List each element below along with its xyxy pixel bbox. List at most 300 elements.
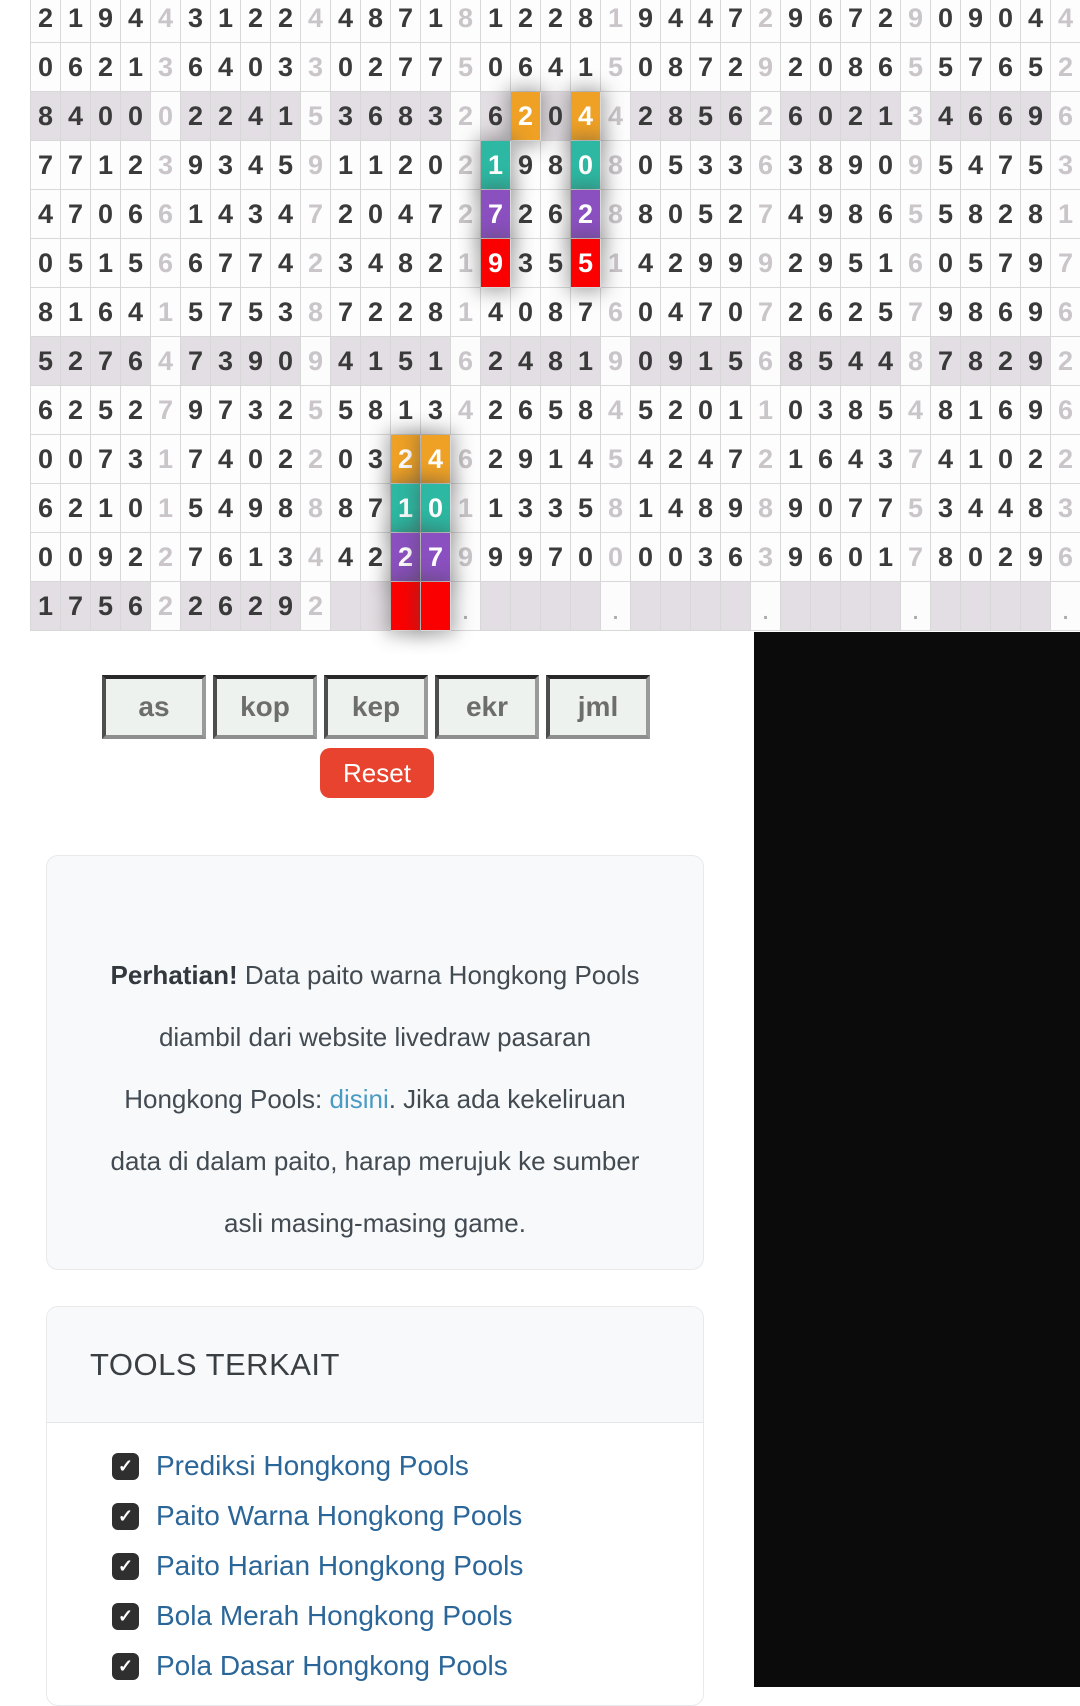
paito-cell: 9 [511,533,541,582]
paito-cell: 3 [151,43,181,92]
paito-cell: 3 [751,533,781,582]
paito-cell: 9 [811,239,841,288]
paito-cell: 6 [151,239,181,288]
paito-cell: 7 [91,435,121,484]
paito-cell [481,582,511,631]
paito-cell-highlight: 7 [481,190,511,239]
paito-cell: 7 [61,190,91,239]
paito-cell: 2 [391,288,421,337]
jml-button[interactable]: jml [546,675,650,739]
paito-cell [1021,582,1051,631]
tools-link[interactable]: Pola Dasar Hongkong Pools [156,1650,508,1681]
paito-cell: 1 [151,484,181,533]
paito-cell: 5 [871,288,901,337]
paito-cell: 5 [91,582,121,631]
paito-cell: 4 [511,337,541,386]
paito-cell: 6 [781,92,811,141]
paito-cell: 3 [331,239,361,288]
paito-cell: 4 [871,337,901,386]
paito-cell: 2 [421,239,451,288]
paito-cell: 6 [1051,386,1080,435]
paito-cell: 0 [661,533,691,582]
paito-cell: 3 [331,92,361,141]
paito-cell: 7 [181,435,211,484]
paito-row [31,484,1080,533]
paito-row [31,435,1080,484]
paito-cell: 0 [991,435,1021,484]
paito-cell: 2 [661,239,691,288]
paito-cell: 3 [691,533,721,582]
paito-cell: 5 [91,386,121,435]
paito-cell: 9 [511,141,541,190]
paito-cell: 2 [1051,337,1080,386]
paito-cell: 0 [781,386,811,435]
paito-cell: 8 [361,386,391,435]
paito-cell: 8 [421,288,451,337]
paito-cell: 8 [601,484,631,533]
paito-cell-highlight: 4 [421,435,451,484]
paito-cell: 8 [331,484,361,533]
paito-cell: 8 [541,141,571,190]
paito-cell: 7 [361,484,391,533]
paito-cell: 7 [421,43,451,92]
paito-cell: 4 [661,484,691,533]
paito-cell: 2 [271,0,301,43]
paito-cell: 8 [1021,484,1051,533]
tools-list-item [112,1448,703,1484]
paito-cell: 6 [211,533,241,582]
paito-cell: 6 [31,386,61,435]
notice-line: asli masing-masing game. [223,1208,526,1238]
paito-cell: 6 [721,92,751,141]
paito-cell [331,582,361,631]
paito-cell: 9 [721,239,751,288]
paito-cell: 2 [991,190,1021,239]
paito-cell: 7 [721,0,751,43]
paito-cell: 3 [421,92,451,141]
paito-cell: 8 [301,288,331,337]
paito-cell: 2 [181,582,211,631]
paito-cell: 9 [481,533,511,582]
paito-cell: 3 [931,484,961,533]
paito-cell: 6 [481,92,511,141]
paito-cell: 9 [181,386,211,435]
paito-row [31,92,1080,141]
paito-cell: 7 [841,0,871,43]
paito-cell: 7 [331,288,361,337]
paito-cell-highlight: 1 [481,141,511,190]
paito-cell: 0 [91,92,121,141]
reset-button[interactable]: Reset [320,748,434,798]
paito-cell: 0 [61,533,91,582]
paito-cell: 3 [301,43,331,92]
paito-cell: 8 [781,337,811,386]
tools-link[interactable]: Prediksi Hongkong Pools [156,1450,469,1481]
paito-cell: 0 [271,337,301,386]
paito-cell: 6 [811,533,841,582]
paito-cell: 6 [121,337,151,386]
paito-cell: 1 [631,484,661,533]
paito-cell: 2 [271,435,301,484]
paito-cell: 4 [61,92,91,141]
paito-cell: 3 [241,386,271,435]
paito-cell: 3 [901,92,931,141]
paito-cell-highlight: 4 [571,92,601,141]
paito-cell: 0 [991,0,1021,43]
paito-cell: 4 [211,435,241,484]
paito-cell: 9 [781,0,811,43]
paito-cell [931,582,961,631]
paito-cell: 2 [181,92,211,141]
paito-cell: 5 [631,386,661,435]
paito-cell: 5 [601,43,631,92]
paito-cell: 7 [991,239,1021,288]
paito-cell: 2 [841,288,871,337]
paito-cell: 2 [211,92,241,141]
paito-cell: 8 [601,141,631,190]
paito-cell: 8 [361,0,391,43]
paito-cell [661,582,691,631]
paito-cell: 9 [901,141,931,190]
paito-cell: 1 [601,0,631,43]
paito-cell: 1 [391,386,421,435]
paito-row [31,337,1080,386]
paito-cell: 7 [841,484,871,533]
paito-cell: 9 [661,337,691,386]
paito-cell: 6 [811,0,841,43]
paito-cell-pending: . [601,582,631,631]
paito-cell: 6 [211,582,241,631]
paito-cell: 0 [661,190,691,239]
paito-cell: 2 [61,337,91,386]
paito-cell: 5 [451,43,481,92]
paito-row [31,190,1080,239]
paito-cell: 3 [151,141,181,190]
paito-cell: 4 [271,190,301,239]
paito-cell: 7 [31,141,61,190]
paito-cell: 4 [841,337,871,386]
paito-cell: 8 [631,190,661,239]
paito-cell: 5 [1021,141,1051,190]
paito-cell: 1 [751,386,781,435]
paito-row [31,533,1080,582]
paito-cell: 1 [91,141,121,190]
paito-cell: 8 [271,484,301,533]
paito-cell: 5 [241,288,271,337]
paito-cell: 5 [181,288,211,337]
paito-cell: 3 [241,190,271,239]
paito-cell: 5 [121,239,151,288]
paito-cell: 1 [421,0,451,43]
paito-cell [361,582,391,631]
paito-cell: 0 [931,239,961,288]
paito-cell: 2 [991,533,1021,582]
paito-cell: 1 [541,435,571,484]
paito-cell: 3 [271,288,301,337]
paito-cell: 3 [691,141,721,190]
paito-cell: 6 [151,190,181,239]
paito-cell: 8 [391,92,421,141]
kop-button[interactable]: kop [213,675,317,739]
paito-cell [631,582,661,631]
disini-link[interactable]: disini [329,1084,389,1114]
paito-cell: 9 [271,582,301,631]
paito-cell: 2 [481,435,511,484]
paito-cell: 4 [301,533,331,582]
paito-cell: 5 [181,484,211,533]
as-button[interactable]: as [102,675,206,739]
notice-line: Hongkong Pools: disini. Jika ada kekeliruan [124,1084,626,1114]
paito-cell: 6 [721,533,751,582]
paito-cell: 6 [451,435,481,484]
paito-cell [511,582,541,631]
paito-cell: 7 [751,288,781,337]
paito-cell: 5 [691,92,721,141]
paito-cell: 5 [31,337,61,386]
paito-cell: 4 [841,435,871,484]
paito-cell: 9 [301,141,331,190]
ekr-button[interactable]: ekr [435,675,539,739]
paito-cell: 4 [151,337,181,386]
paito-cell: 0 [31,533,61,582]
paito-cell: 7 [181,533,211,582]
paito-row [31,141,1080,190]
paito-cell: 7 [421,190,451,239]
paito-cell: 7 [301,190,331,239]
paito-cell: 5 [301,386,331,435]
paito-cell: 9 [301,337,331,386]
paito-cell: 1 [241,533,271,582]
paito-cell: 0 [601,533,631,582]
paito-cell: 2 [511,190,541,239]
paito-cell: 0 [91,190,121,239]
paito-cell: 9 [691,239,721,288]
paito-cell: 9 [91,0,121,43]
paito-row [31,43,1080,92]
paito-cell: 0 [631,337,661,386]
paito-cell: 1 [721,386,751,435]
paito-cell: 0 [361,190,391,239]
paito-cell: 3 [511,239,541,288]
tools-list-item [112,1548,703,1584]
paito-cell: 1 [871,533,901,582]
paito-cell: 4 [451,386,481,435]
paito-cell: 1 [451,484,481,533]
paito-cell-highlight [391,582,421,631]
paito-cell: 5 [301,92,331,141]
paito-cell: 1 [151,435,181,484]
check-square-icon: ✓ [112,1603,139,1630]
paito-cell: 5 [721,337,751,386]
paito-cell: 2 [631,92,661,141]
notice-card [46,855,704,1270]
paito-cell: 1 [361,337,391,386]
paito-cell: 2 [391,141,421,190]
paito-cell: 3 [361,435,391,484]
paito-cell: 4 [961,141,991,190]
paito-cell: 0 [571,533,601,582]
paito-cell: 7 [211,239,241,288]
paito-cell: 3 [781,141,811,190]
paito-cell: 9 [91,533,121,582]
check-square-icon: ✓ [112,1553,139,1580]
paito-cell: 6 [361,92,391,141]
paito-cell: 6 [1051,533,1080,582]
paito-cell: 7 [871,484,901,533]
paito-cell: 1 [481,484,511,533]
paito-cell: 6 [31,484,61,533]
paito-cell: 4 [121,0,151,43]
ad-placeholder-panel [754,632,1080,1687]
paito-cell: 2 [751,92,781,141]
paito-cell: 6 [181,239,211,288]
paito-cell: 4 [331,533,361,582]
paito-cell: 1 [871,239,901,288]
paito-cell: 5 [661,141,691,190]
paito-cell: 1 [91,484,121,533]
paito-cell: 7 [961,43,991,92]
paito-cell: 8 [931,386,961,435]
paito-cell [991,582,1021,631]
paito-cell: 7 [901,435,931,484]
paito-cell: 9 [1021,288,1051,337]
paito-cell: 3 [181,0,211,43]
paito-cell: 2 [751,435,781,484]
paito-cell: 2 [241,0,271,43]
paito-cell: 7 [181,337,211,386]
paito-cell: 1 [691,337,721,386]
paito-cell: 7 [931,337,961,386]
paito-cell: 1 [481,0,511,43]
paito-cell: 1 [61,288,91,337]
paito-cell-highlight: 2 [391,533,421,582]
paito-cell: 4 [211,190,241,239]
paito-cell: 8 [1021,190,1051,239]
paito-cell: 6 [901,239,931,288]
check-square-icon: ✓ [112,1503,139,1530]
paito-cell: 2 [1021,435,1051,484]
paito-cell: 8 [541,337,571,386]
paito-cell: 4 [481,288,511,337]
paito-cell: 4 [691,0,721,43]
paito-cell: 6 [601,288,631,337]
paito-cell: 0 [511,288,541,337]
paito-cell: 6 [751,337,781,386]
paito-cell: 7 [901,288,931,337]
paito-cell: 4 [241,92,271,141]
paito-cell [721,582,751,631]
paito-table [30,0,1080,631]
paito-cell: 4 [301,0,331,43]
notice-line: diambil dari website livedraw pasaran [158,1022,592,1052]
paito-cell: 8 [391,239,421,288]
paito-cell: 7 [211,386,241,435]
tools-link[interactable]: Bola Merah Hongkong Pools [156,1600,513,1631]
paito-cell: 0 [31,43,61,92]
paito-cell: 2 [721,190,751,239]
paito-cell: 1 [451,288,481,337]
paito-cell: 4 [211,43,241,92]
tools-link[interactable]: Paito Warna Hongkong Pools [156,1500,523,1531]
paito-cell: 8 [841,43,871,92]
paito-cell: 2 [31,0,61,43]
paito-cell: 7 [391,43,421,92]
paito-cell: 8 [931,533,961,582]
paito-cell: 4 [661,288,691,337]
paito-cell: 0 [811,43,841,92]
paito-cell: 0 [121,92,151,141]
paito-cell: 2 [361,288,391,337]
paito-cell: 5 [871,386,901,435]
paito-cell: 3 [811,386,841,435]
paito-filter-buttons [0,675,752,739]
paito-cell: 4 [331,337,361,386]
paito-cell: 4 [691,435,721,484]
paito-cell: 0 [241,435,271,484]
paito-cell: 9 [1021,386,1051,435]
paito-cell: 8 [811,141,841,190]
kep-button[interactable]: kep [324,675,428,739]
paito-cell: 3 [121,435,151,484]
paito-cell-highlight: 7 [421,533,451,582]
paito-cell: 8 [751,484,781,533]
paito-cell: 2 [781,239,811,288]
paito-cell: 8 [571,386,601,435]
paito-cell-pending: . [451,582,481,631]
paito-cell: 9 [1021,92,1051,141]
paito-cell: 4 [991,484,1021,533]
paito-cell: 2 [721,43,751,92]
paito-cell: 3 [211,141,241,190]
paito-cell: 8 [301,484,331,533]
paito-cell: 4 [241,141,271,190]
paito-cell: 1 [421,337,451,386]
paito-cell: 4 [931,92,961,141]
paito-cell: 3 [871,435,901,484]
paito-cell [841,582,871,631]
paito-cell: 2 [451,141,481,190]
paito-cell-highlight: 2 [571,190,601,239]
paito-cell: 0 [931,0,961,43]
paito-cell: 6 [991,386,1021,435]
paito-cell: 1 [601,239,631,288]
paito-cell: 1 [211,0,241,43]
notice-text [47,944,703,1254]
paito-cell: 4 [331,0,361,43]
paito-cell-highlight [421,582,451,631]
tools-link[interactable]: Paito Harian Hongkong Pools [156,1550,524,1581]
paito-cell: 4 [541,43,571,92]
tools-card-title: TOOLS TERKAIT [90,1346,340,1382]
paito-cell: 2 [1051,43,1080,92]
paito-cell: 1 [871,92,901,141]
paito-cell: 4 [631,435,661,484]
paito-cell: 3 [1051,141,1080,190]
paito-cell: 6 [181,43,211,92]
paito-cell: 2 [841,92,871,141]
paito-cell: 2 [481,337,511,386]
paito-cell: 6 [991,288,1021,337]
paito-row [31,0,1080,43]
paito-cell: 9 [781,533,811,582]
paito-cell: 4 [271,239,301,288]
paito-cell: 2 [541,0,571,43]
paito-cell: 1 [91,239,121,288]
paito-cell: 7 [61,582,91,631]
paito-cell: 2 [781,43,811,92]
paito-cell: 5 [901,484,931,533]
paito-cell: 7 [571,288,601,337]
